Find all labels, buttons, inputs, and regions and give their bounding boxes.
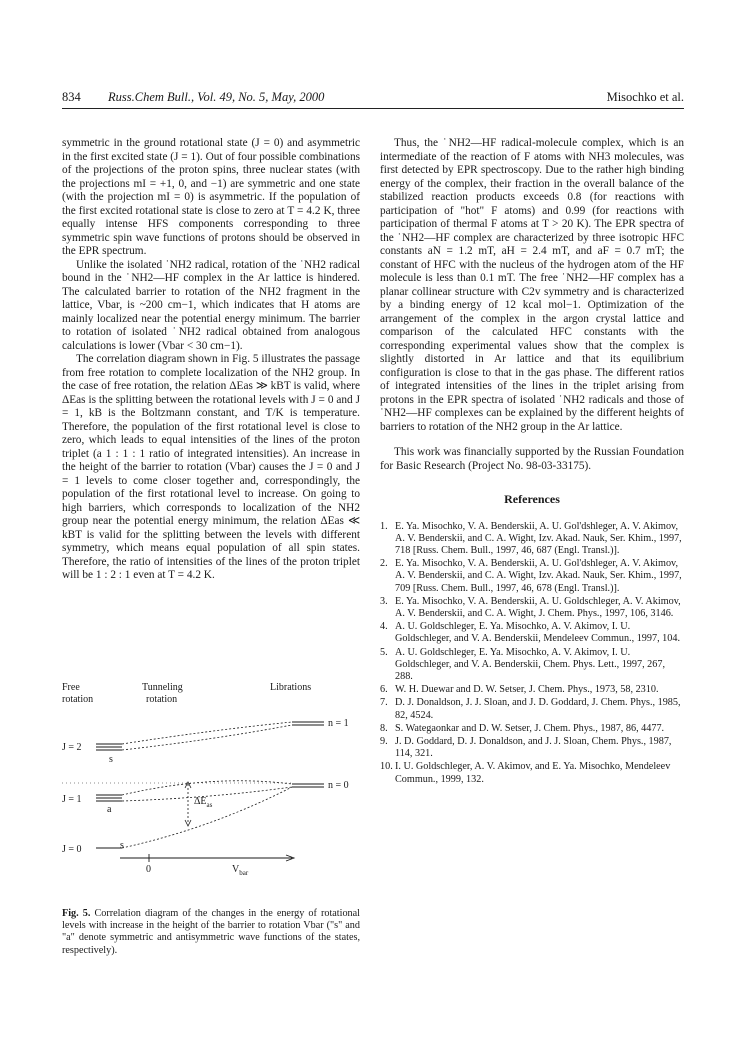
journal-citation: Russ.Chem Bull., Vol. 49, No. 5, May, 2000 (108, 90, 325, 104)
heading-tunneling-rotation: rotation (146, 694, 178, 705)
label-zero: 0 (146, 864, 151, 875)
reference-item: 3. E. Ya. Misochko, V. A. Benderskii, A. U. Goldschleger, A. V. Akimov, A. V. Benderskii, and C. A. Wight, J. Chem. Phys., 1997, 106, 3146. (380, 595, 681, 619)
correlation-diagram (62, 678, 360, 908)
label-j1: J = 1 (62, 794, 82, 805)
reference-item: 6. W. H. Duewar and D. W. Setser, J. Chem. Phys., 1973, 58, 2310. (380, 684, 659, 696)
label-a: a (107, 804, 112, 815)
reference-list (380, 521, 684, 786)
page-number: 834 (62, 90, 81, 104)
correlation-line (122, 722, 292, 744)
figure-label: Fig. 5. (62, 908, 91, 919)
correlation-line (122, 725, 292, 750)
caption-text: Correlation diagram of the changes in the energy of rotational levels with increase in the height of the barrier to rotation Vbar ("s" and "a" denote symmetric and antisymmetric wave functions of the states, respectively). (62, 908, 361, 956)
header-author: Misochko et al. (606, 90, 684, 104)
label-vbar: $V_{bar}$ (232, 864, 249, 877)
heading-free: Free (62, 682, 80, 693)
reference-item: 10. I. U. Goldschleger, A. V. Akimov, and E. Ya. Misochko, Mendeleev Commun., 1999, 132. (380, 761, 671, 785)
left-column (62, 137, 360, 583)
paragraph: symmetric in the ground rotational state (J = 0) and asymmetric in the first excited state (J = 1). Out of four possible combinations of the projections of the proton spins, three nuclear states (with the projections mI = +1, 0, and −1) are symmetric and one state (with the projection mI = 0) is asymmetric. If the population of the first excited rotational state is close to zero at T = 4.2 K, three equally intense HFS components corresponding to three symmetric spin wave functions of protons should be observed in the EPR spectrum. (62, 137, 360, 257)
label-j2: J = 2 (62, 742, 82, 753)
paragraph: The correlation diagram shown in Fig. 5 illustrates the passage from free rotation to complete localization of the NH2 group. In the case of free rotation, the relation ΔEas ≫ kBT is valid, where ΔEas is the splitting between the rotational levels with J = 0 and J = 1, kB is the Boltzmann constant, and T/K is temperature. Therefore, the population of the first rotational level is close to zero, which leads to equal intensities of the lines of the proton triplet (a 1 : 1 : 1 ratio of integrated intensities). An increase in the height of the barrier to rotation (Vbar) causes the J = 0 and J = 1 levels to come closer together and, correspondingly, the population of the first rotational level to increase. On going to high barriers, which corresponds to localization of the NH2 group near the potential energy minimum, the relation ΔEas ≪ kBT is valid for the splitting between the levels with different symmetry, which means equal population of all spin states. Therefore, the ratio of intensities of the lines of the proton triplet will be 1 : 2 : 1 even at T = 4.2 K. (62, 353, 360, 581)
correlation-line (122, 787, 292, 801)
reference-item: 1. E. Ya. Misochko, V. A. Benderskii, A. U. Gol'dshleger, A. V. Akimov, A. V. Benderskii, and C. A. Wight, Izv. Akad. Nauk, Ser. Khim., 1997, 718 [Russ. Chem. Bull., 1997, 46, 687 (Engl. Transl.)]. (380, 520, 682, 556)
references-heading: References (504, 492, 560, 506)
reference-item: 2. E. Ya. Misochko, V. A. Benderskii, A. U. Gol'dshleger, A. V. Akimov, A. V. Benderskii, and C. A. Wight, Izv. Akad. Nauk, Ser. Khim., 1997, 709 [Russ. Chem. Bull., 1997, 46, 678 (Engl. Transl.)]. (380, 558, 682, 594)
label-s-bottom: s (120, 840, 124, 851)
paragraph: Thus, the ˙NH2—HF radical-molecule complex, which is an intermediate of the reaction of F atoms with NH3 molecules, was first detected by EPR spectroscopy. Due to the rather high binding energy of the complex, their fraction in the overall balance of the stabilized reaction products exceeds 0.8 (for reactions with participation of "hot" F atoms) and 0.99 (for reactions with participation of thermal F atoms at T > 20 K). The EPR spectra of the ˙NH2—HF complex are characterized by three isotropic HFC constants aN = 1.2 mT, aH = 2.4 mT, and aF = 0.7 mT; the constant of HFC with the nucleus of the hydrogen atom of the HF molecule is less than 0.1 mT. The free ˙NH2—HF complex has a planar collinear structure with C2v symmetry and is characterized by a binding energy of 12 kcal mol−1. Optimization of the arrangement of the complex in the argon crystal lattice and comparison of the calculated HFC constants with the corresponding experimental values show that the complex is slightly distorted in Ar lattice and that its equilibrium configuration is close to that in the gas phase. The different ratios of integrated intensities of the lines in the triplet arising from protons in the EPR spectra of isolated ˙NH2 radicals and those of ˙NH2—HF complexes can be explained by the different heights of barriers to rotation of the NH2 group in the Ar lattice. (380, 137, 684, 433)
heading-tunneling: Tunneling (142, 682, 183, 693)
reference-item: 5. A. U. Goldschleger, E. Ya. Misochko, A. V. Akimov, I. U. Goldschleger, and V. A. Benderskii, Chem. Phys. Lett., 1997, 267, 288. (380, 646, 666, 682)
label-delta-e: $\Delta E_{as}$ (194, 796, 213, 809)
heading-librations: Librations (270, 682, 312, 693)
acknowledgement: This work was financially supported by the Russian Foundation for Basic Research (Project No. 98-03-33175). (380, 446, 684, 472)
reference-item: 4. A. U. Goldschleger, E. Ya. Misochko, A. V. Akimov, I. U. Goldschleger, and V. A. Benderskii, Mendeleev Commun., 1997, 104. (380, 621, 680, 645)
right-column (380, 137, 684, 787)
label-n1: n = 1 (328, 718, 349, 729)
figure-5 (62, 678, 360, 908)
figure-caption (62, 908, 360, 957)
running-header (62, 90, 684, 109)
label-s-top: s (109, 754, 113, 765)
label-j0: J = 0 (62, 844, 82, 855)
reference-item: 8. S. Wategaonkar and D. W. Setser, J. Chem. Phys., 1987, 86, 4477. (380, 722, 665, 734)
reference-item: 7. D. J. Donaldson, J. J. Sloan, and J. D. Goddard, J. Chem. Phys., 1985, 82, 4524. (380, 697, 681, 721)
label-n0: n = 0 (328, 780, 349, 791)
paragraph: Unlike the isolated ˙NH2 radical, rotation of the ˙NH2 radical bound in the ˙NH2—HF complex in the Ar lattice is hindered. The calculated barrier to rotation of the NH2 fragment in the lattice, Vbar, is ~200 cm−1, which indicates that H atoms are mainly localized near the potential energy minimum. The barrier to rotation of isolated ˙NH2 radical obtained from analogous calculations is lower (Vbar < 30 cm−1). (62, 258, 360, 352)
heading-free-rotation: rotation (62, 694, 94, 705)
reference-item: 9. J. D. Goddard, D. J. Donaldson, and J. J. Sloan, Chem. Phys., 1987, 114, 321. (380, 735, 672, 760)
